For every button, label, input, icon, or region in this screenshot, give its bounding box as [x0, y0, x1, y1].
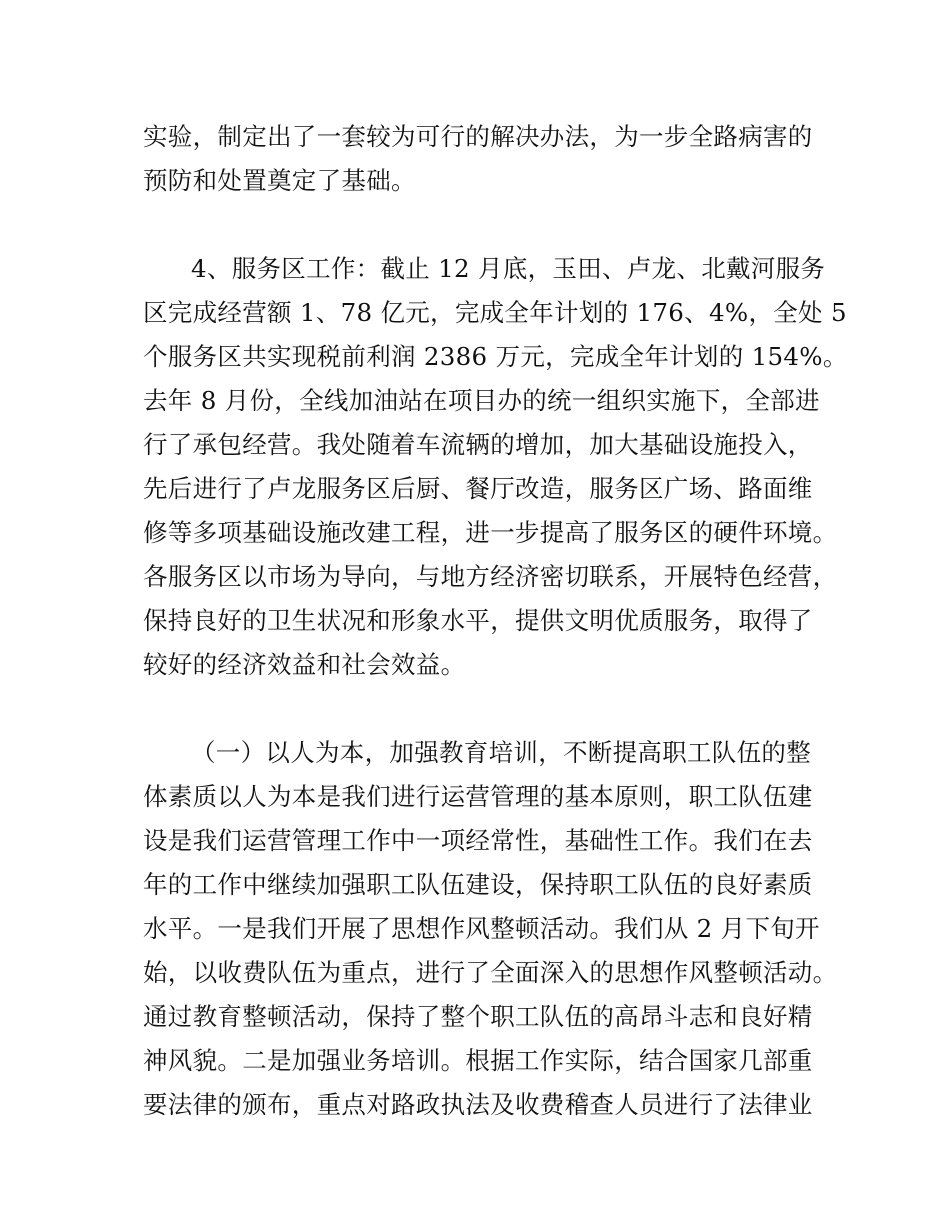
text-line: 去年 8 月份，全线加油站在项目办的统一组织实施下，全部进 — [143, 386, 820, 415]
text-line: 水平。一是我们开展了思想作风整顿活动。我们从 2 月下旬开 — [143, 914, 820, 943]
text-line: 修等多项基础设施改建工程，进一步提高了服务区的硬件环境。 — [143, 518, 838, 547]
text-line: 个服务区共实现税前利润 2386 万元，完成全年计划的 154%。 — [143, 342, 848, 371]
text-line: 先后进行了卢龙服务区后厨、餐厅改造，服务区广场、路面维 — [143, 474, 813, 503]
text-line: 区完成经营额 1、78 亿元，完成全年计划的 176、4%，全处 5 — [143, 298, 847, 327]
text-line: 体素质以人为本是我们进行运营管理的基本原则，职工队伍建 — [143, 782, 813, 811]
text-line: 要法律的颁布，重点对路政执法及收费稽查人员进行了法律业 — [143, 1090, 813, 1119]
text-line: 预防和处置奠定了基础。 — [143, 166, 416, 195]
text-line: 神风貌。二是加强业务培训。根据工作实际，结合国家几部重 — [143, 1046, 813, 1075]
text-line: 保持良好的卫生状况和形象水平，提供文明优质服务，取得了 — [143, 606, 813, 635]
text-line: 行了承包经营。我处随着车流辆的增加，加大基础设施投入， — [143, 430, 813, 459]
text-line: 年的工作中继续加强职工队伍建设，保持职工队伍的良好素质 — [143, 870, 813, 899]
text-line: 通过教育整顿活动，保持了整个职工队伍的高昂斗志和良好精 — [143, 1002, 813, 1031]
text-line: 实验，制定出了一套较为可行的解决办法，为一步全路病害的 — [143, 122, 813, 151]
text-line: 设是我们运营管理工作中一项经常性，基础性工作。我们在去 — [143, 826, 813, 855]
text-line: 各服务区以市场为导向，与地方经济密切联系，开展特色经营， — [143, 562, 838, 591]
text-line: （一）以人为本，加强教育培训，不断提高职工队伍的整 — [191, 738, 811, 767]
text-line: 4、服务区工作：截止 12 月底，玉田、卢龙、北戴河服务 — [191, 254, 826, 283]
text-line: 较好的经济效益和社会效益。 — [143, 650, 466, 679]
text-line: 始，以收费队伍为重点，进行了全面深入的思想作风整顿活动。 — [143, 958, 838, 987]
